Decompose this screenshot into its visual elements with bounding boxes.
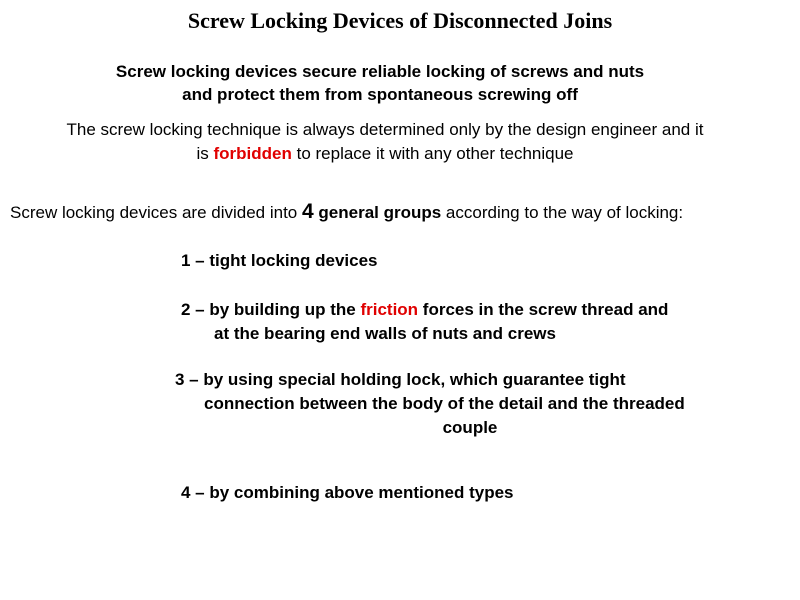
intro-bold: general groups [313,203,442,222]
rule-line-2-pre: is [196,144,214,163]
friction-emphasis: friction [360,300,419,319]
group-2-line-2: at the bearing end walls of nuts and crews [214,324,556,343]
group-3-line-1: 3 – by using special holding lock, which guarantee tight [175,370,626,389]
subtitle-line-1: Screw locking devices secure reliable locking of screws and nuts [115,62,645,81]
groups-intro [10,200,683,224]
intro-post: according to the way of locking: [441,203,684,222]
group-2-pre: 2 – by building up the [181,300,361,319]
subtitle [40,60,720,106]
intro-number: 4 [301,200,314,223]
page-title: Screw Locking Devices of Disconnected Joins [187,8,613,33]
group-3-line-2: connection between the body of the detail and the threaded [204,394,685,413]
group-3 [175,368,800,440]
group-3-line-3: couple [442,418,498,437]
rule-line-1: The screw locking technique is always determined only by the design engineer and it [66,120,704,139]
intro-pre: Screw locking devices are divided into [10,203,302,222]
group-2-post: forces in the screw thread and [418,300,669,319]
subtitle-line-2: and protect them from spontaneous screwing off [182,85,578,104]
group-2 [181,298,668,346]
rule-paragraph [0,118,770,166]
group-4: 4 – by combining above mentioned types [181,483,514,502]
rule-line-2 [0,142,770,166]
group-1: 1 – tight locking devices [181,251,378,270]
rule-line-2-post: to replace it with any other technique [291,144,574,163]
forbidden-emphasis: forbidden [213,144,292,163]
